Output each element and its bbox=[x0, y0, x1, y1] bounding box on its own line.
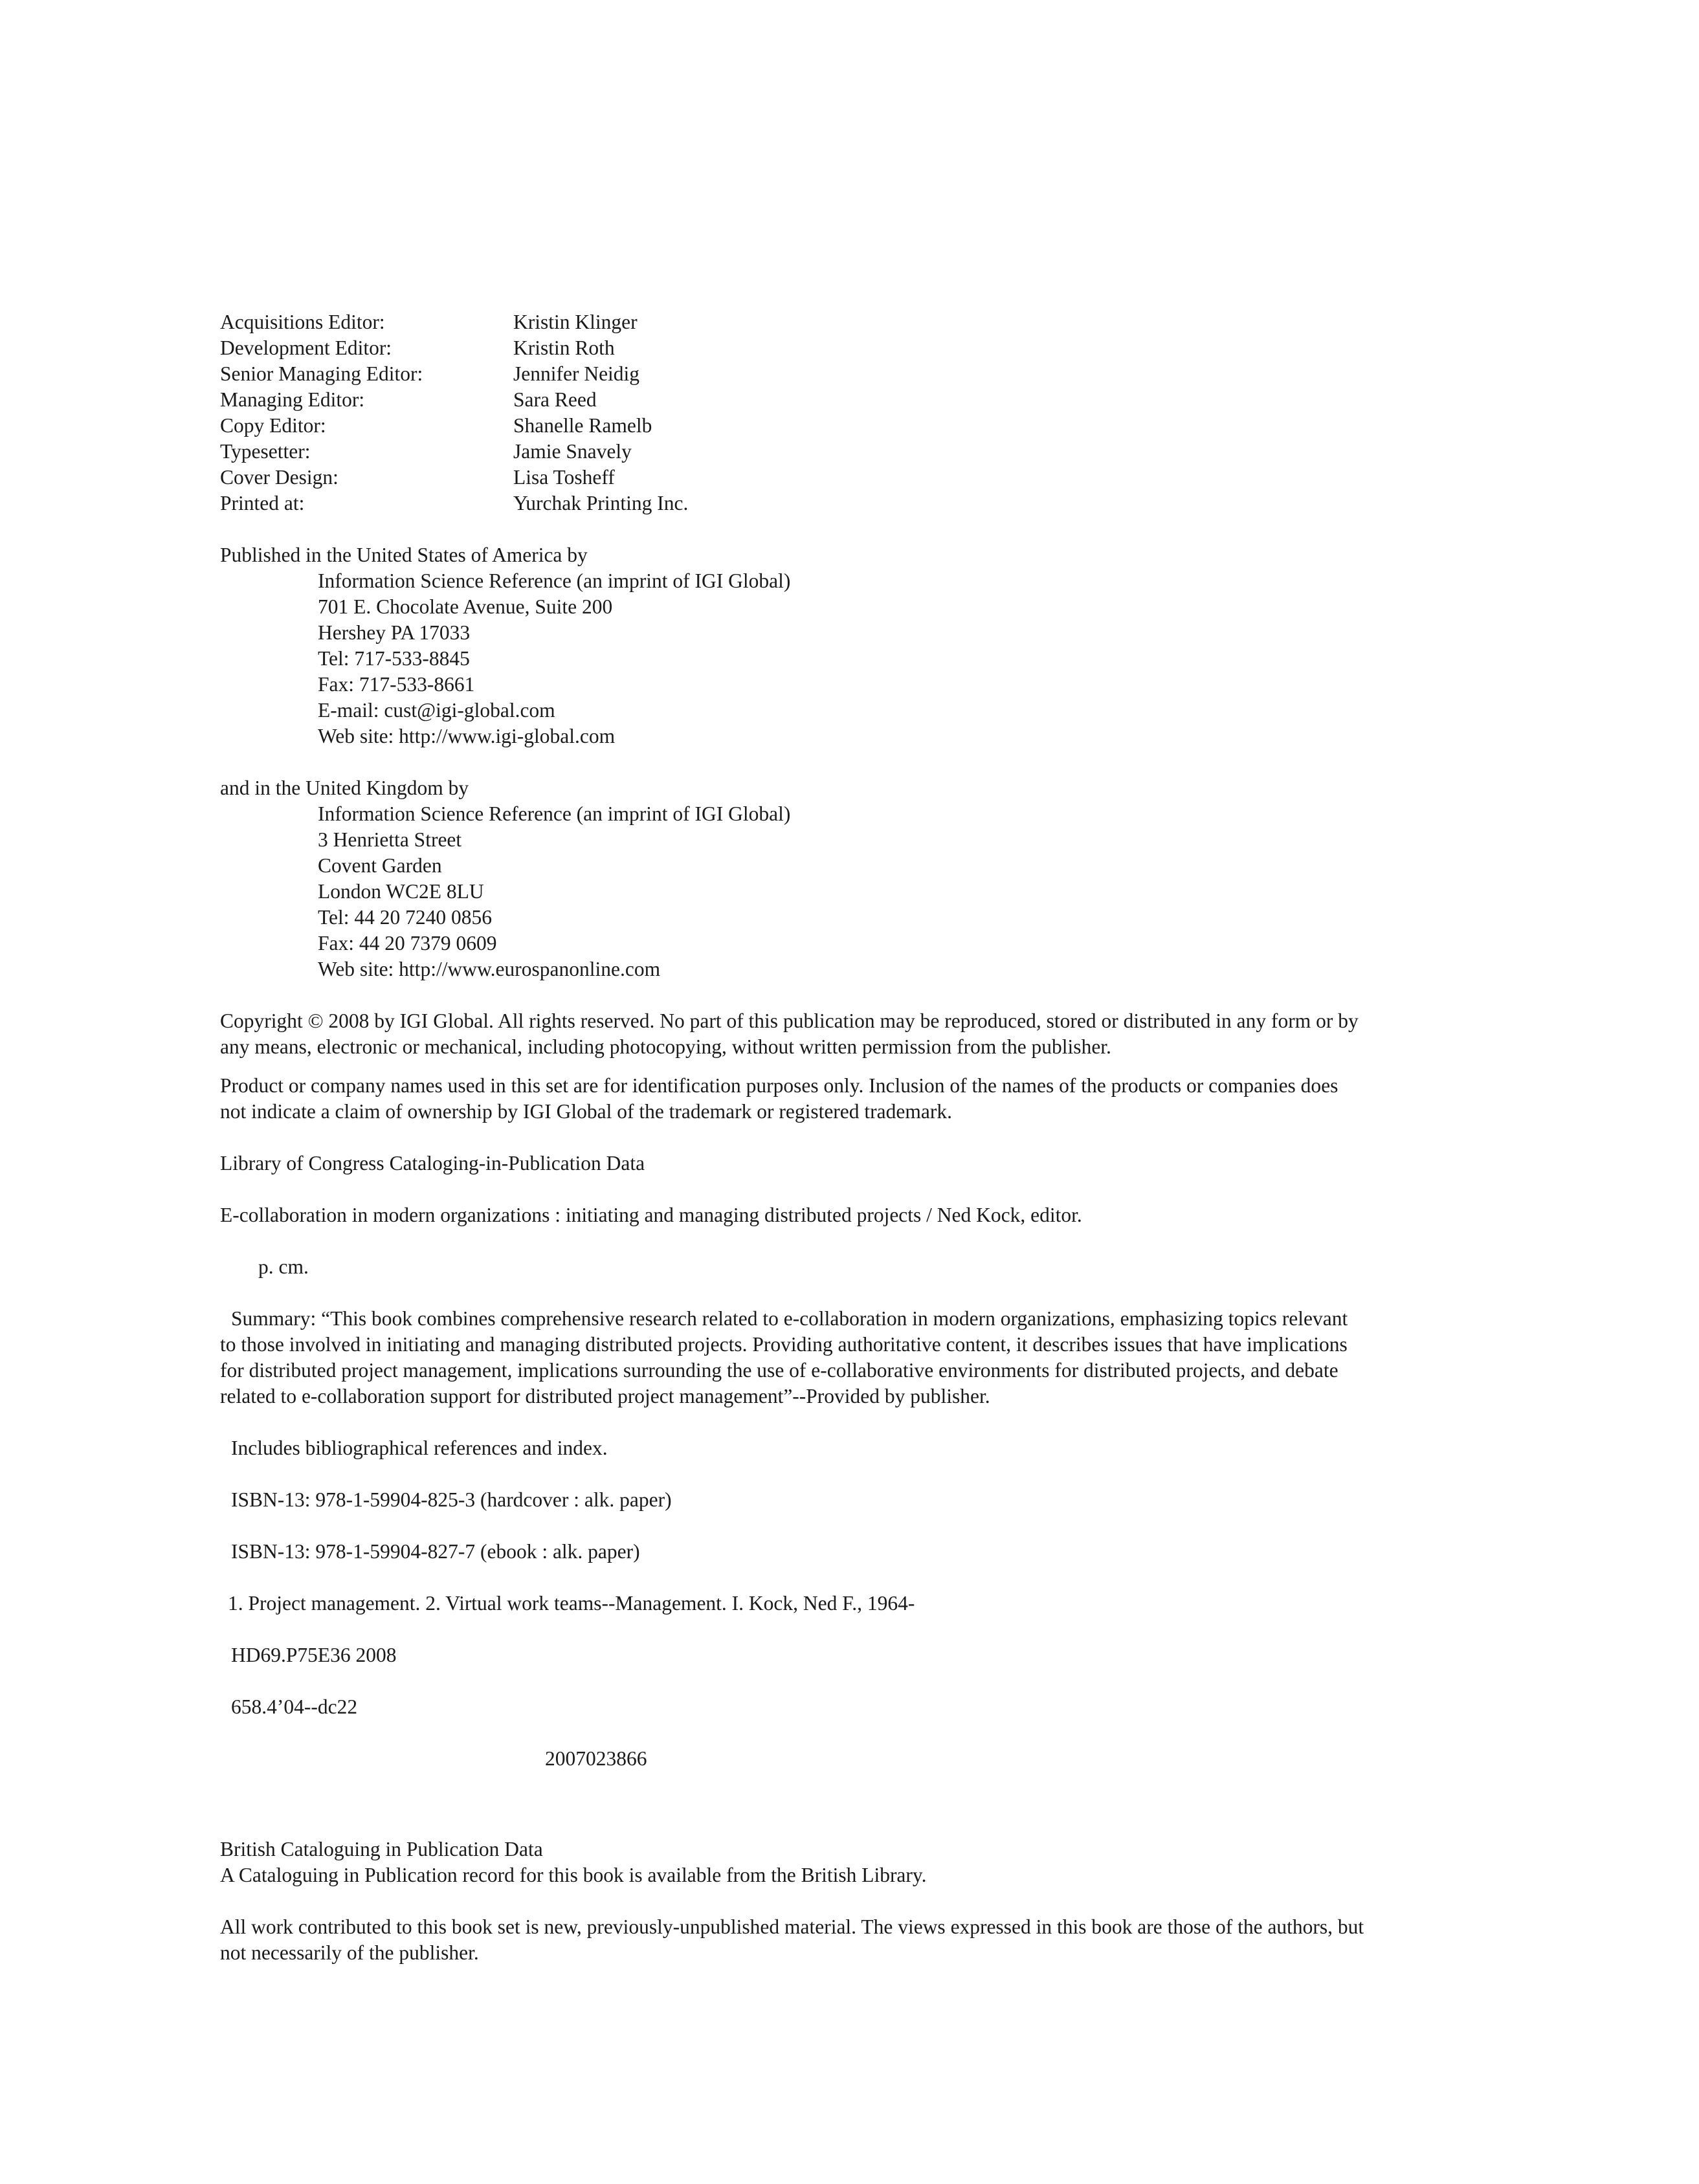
credit-role: Cover Design: bbox=[220, 466, 339, 489]
trademark-notice bbox=[220, 1073, 1450, 1125]
credit-row bbox=[220, 491, 1450, 516]
credit-role: Managing Editor: bbox=[220, 388, 365, 411]
lccn-number: 2007023866 bbox=[545, 1747, 647, 1770]
us-publisher-heading: Published in the United States of America by bbox=[220, 544, 588, 566]
copyright-line: any means, electronic or mechanical, including photocopying, without written permission from the publisher. bbox=[220, 1035, 1111, 1058]
fax-line: Fax: 44 20 7379 0609 bbox=[318, 932, 497, 954]
credit-role: Senior Managing Editor: bbox=[220, 362, 423, 385]
disclaimer-line: All work contributed to this book set is new, previously-unpublished material. The views expressed in this book are those of the authors, but bbox=[220, 1915, 1364, 1938]
copyright-line: Copyright © 2008 by IGI Global. All rights reserved. No part of this publication may be reproduced, stored or distributed in any form or by bbox=[220, 1009, 1359, 1032]
credit-row bbox=[220, 465, 1450, 491]
british-cip-heading: British Cataloguing in Publication Data bbox=[220, 1838, 543, 1860]
cip-title: E-collaboration in modern organizations : initiating and managing distributed projects / Ned Kock, editor. bbox=[220, 1204, 1082, 1226]
address-line: Covent Garden bbox=[318, 854, 442, 877]
credit-role: Typesetter: bbox=[220, 440, 311, 463]
email-line: E-mail: cust@igi-global.com bbox=[318, 699, 555, 722]
credit-role: Acquisitions Editor: bbox=[220, 311, 385, 333]
uk-publisher-block bbox=[220, 775, 1450, 982]
credit-row bbox=[220, 361, 1450, 387]
copyright-page bbox=[220, 309, 1450, 1966]
trademark-line: Product or company names used in this set are for identification purposes only. Inclusion of the names of the products or companies does bbox=[220, 1074, 1338, 1097]
credit-name: Jamie Snavely bbox=[513, 440, 632, 463]
credits-list bbox=[220, 309, 1450, 516]
credit-name: Sara Reed bbox=[513, 388, 597, 411]
lc-classification: HD69.P75E36 2008 bbox=[231, 1644, 397, 1666]
isbn-hardcover: ISBN-13: 978-1-59904-825-3 (hardcover : alk. paper) bbox=[231, 1488, 672, 1511]
address-line: Information Science Reference (an imprint of IGI Global) bbox=[318, 802, 791, 825]
address-line: Information Science Reference (an imprint of IGI Global) bbox=[318, 569, 791, 592]
cip-includes: Includes bibliographical references and index. bbox=[231, 1437, 608, 1459]
address-line: Hershey PA 17033 bbox=[318, 621, 471, 644]
fax-line: Fax: 717-533-8661 bbox=[318, 673, 475, 696]
dewey-number: 658.4’04--dc22 bbox=[231, 1695, 358, 1718]
credit-role: Development Editor: bbox=[220, 336, 392, 359]
credit-row bbox=[220, 309, 1450, 335]
address-line: London WC2E 8LU bbox=[318, 880, 484, 903]
credit-role: Copy Editor: bbox=[220, 414, 326, 437]
credit-role: Printed at: bbox=[220, 492, 305, 514]
summary-line: Summary: “This book combines comprehensive research related to e-collaboration in modern organizations, emphasizing topics relevant bbox=[231, 1307, 1348, 1330]
cip-subjects: 1. Project management. 2. Virtual work teams--Management. I. Kock, Ned F., 1964- bbox=[228, 1592, 915, 1615]
credit-name: Lisa Tosheff bbox=[513, 466, 615, 489]
credit-name: Kristin Klinger bbox=[513, 311, 638, 333]
credit-name: Jennifer Neidig bbox=[513, 362, 640, 385]
phone-line: Tel: 44 20 7240 0856 bbox=[318, 906, 493, 929]
trademark-line: not indicate a claim of ownership by IGI Global of the trademark or registered trademark. bbox=[220, 1100, 952, 1123]
credit-row bbox=[220, 387, 1450, 413]
disclaimer bbox=[220, 1914, 1450, 1966]
summary-line: related to e-collaboration support for distributed project management”--Provided by publisher. bbox=[220, 1385, 990, 1407]
cip-block bbox=[220, 1151, 1450, 1772]
cip-pcm: p. cm. bbox=[258, 1255, 309, 1278]
address-line: 701 E. Chocolate Avenue, Suite 200 bbox=[318, 595, 613, 618]
summary-line: for distributed project management, implications surrounding the use of e-collaborative environments for distributed projects, and debate bbox=[220, 1359, 1338, 1382]
credit-name: Shanelle Ramelb bbox=[513, 414, 652, 437]
address-line: 3 Henrietta Street bbox=[318, 828, 462, 851]
credit-name: Kristin Roth bbox=[513, 336, 615, 359]
website-line: Web site: http://www.eurospanonline.com bbox=[318, 958, 661, 980]
cip-heading: Library of Congress Cataloging-in-Publication Data bbox=[220, 1152, 645, 1175]
cip-summary bbox=[220, 1306, 1450, 1409]
website-line: Web site: http://www.igi-global.com bbox=[318, 725, 616, 747]
credit-row bbox=[220, 439, 1450, 465]
summary-line: to those involved in initiating and managing distributed projects. Providing authoritative content, it describes issues that have implications bbox=[220, 1333, 1348, 1356]
credit-name: Yurchak Printing Inc. bbox=[513, 492, 689, 514]
british-cip-line: A Cataloguing in Publication record for this book is available from the British Library. bbox=[220, 1864, 927, 1886]
british-cip-block bbox=[220, 1837, 1450, 1888]
isbn-ebook: ISBN-13: 978-1-59904-827-7 (ebook : alk. paper) bbox=[231, 1540, 640, 1563]
disclaimer-line: not necessarily of the publisher. bbox=[220, 1941, 479, 1964]
uk-publisher-heading: and in the United Kingdom by bbox=[220, 777, 469, 799]
credit-row bbox=[220, 413, 1450, 439]
phone-line: Tel: 717-533-8845 bbox=[318, 647, 470, 670]
us-publisher-block bbox=[220, 542, 1450, 749]
copyright-notice bbox=[220, 1008, 1450, 1060]
credit-row bbox=[220, 335, 1450, 361]
